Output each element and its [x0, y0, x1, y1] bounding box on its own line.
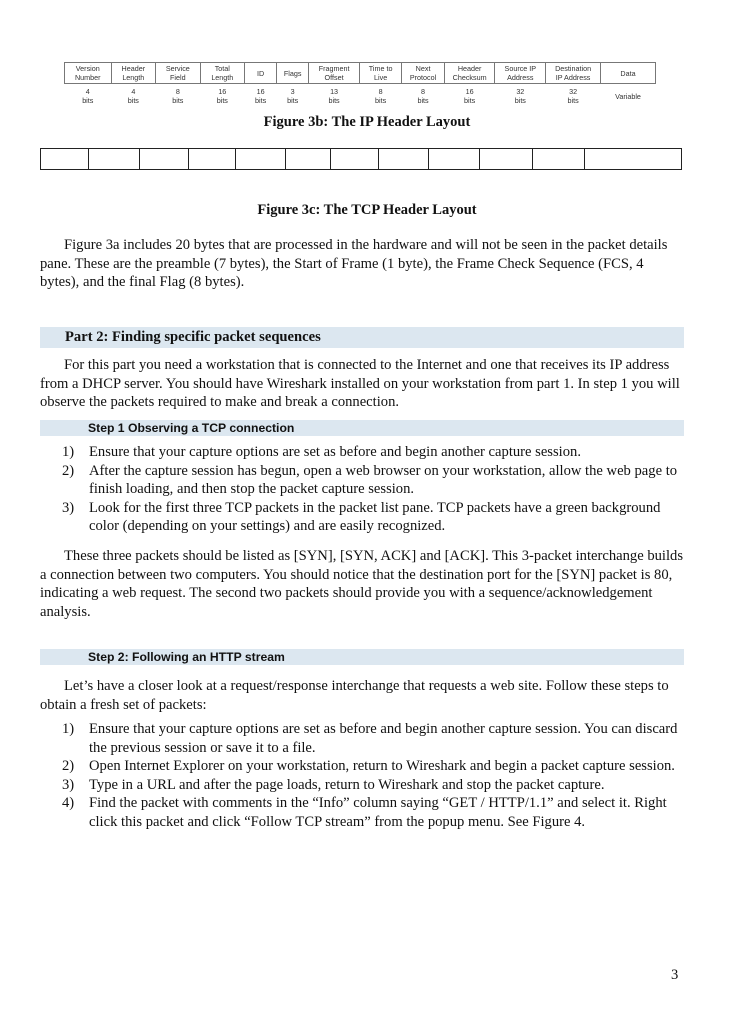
- tcp-cell: [140, 149, 189, 169]
- ip-bits-destination-ip: 32 bits: [567, 87, 579, 105]
- ip-bits-service: 8 bits: [172, 87, 184, 105]
- step-1-heading-bar: [40, 420, 684, 436]
- list-item: [62, 443, 684, 462]
- paragraph-part-2-intro: For this part you need a workstation that is connected to the Internet and one that receives its IP address from a DHCP server. You should have Wireshark installed on your workstation from part 1. In step 1 you will observe the packets required to make and break a connection.: [40, 357, 680, 411]
- ip-bits-total-length: 16 bits: [216, 87, 228, 105]
- list-item-text: Look for the first three TCP packets in the packet list pane. TCP packets have a green background color (depending on your settings) and are easily recognized.: [89, 499, 661, 535]
- list-item-text: Type in a URL and after the page loads, return to Wireshark and stop the packet capture.: [89, 776, 605, 793]
- ip-bits-flags: 3 bits: [287, 87, 299, 105]
- paragraph-step-2-intro: Let’s have a closer look at a request/response interchange that requests a web site. Follow these steps to obtain a fresh set of packets:: [40, 678, 669, 713]
- part-2-heading: Part 2: Finding specific packet sequences: [65, 329, 321, 345]
- list-item-number: 4): [62, 795, 75, 812]
- ip-field-version: Version Number: [65, 63, 112, 84]
- list-item-number: 1): [62, 444, 75, 460]
- list-item-number: 3): [62, 499, 75, 516]
- ip-bits-next-protocol: 8 bits: [417, 87, 429, 105]
- tcp-cell: [89, 149, 140, 169]
- ip-field-destination-ip: Destination IP Address: [546, 63, 601, 84]
- ip-bits-ttl: 8 bits: [375, 87, 387, 105]
- ip-bits-id: 16 bits: [255, 87, 267, 105]
- tcp-cell: [331, 149, 379, 169]
- step-1-list: [62, 443, 684, 536]
- list-item: [62, 757, 684, 776]
- step-2-heading: Step 2: Following an HTTP stream: [88, 650, 285, 664]
- ip-bits-version: 4 bits: [82, 87, 94, 105]
- tcp-cell: [189, 149, 236, 169]
- list-item-text: After the capture session has begun, open a web browser on your workstation, allow the web page to finish loading, and then stop the packet capture session.: [89, 462, 678, 498]
- ip-field-service: Service Field: [156, 63, 201, 84]
- step-2-list: [62, 720, 684, 832]
- list-item-text: Open Internet Explorer on your workstation, return to Wireshark and begin a packet capture session.: [89, 758, 675, 775]
- ip-field-total-length: Total Length: [200, 63, 245, 84]
- page-number: 3: [671, 967, 679, 983]
- list-item-text: Ensure that your capture options are set as before and begin another capture session. You can discard the previous session or save it to a file.: [89, 721, 678, 756]
- list-item-text: Find the packet with comments in the “Info” column saying “GET / HTTP/1.1” and select it. Right click this packet and click “Follow TCP stream” from the popup menu. See Figure 4.: [89, 795, 667, 830]
- ip-header-bits-row: [65, 84, 656, 109]
- list-item: [62, 720, 684, 757]
- paragraph-figure-3a-note: Figure 3a includes 20 bytes that are processed in the hardware and will not be seen in the packet details pane. These are the preamble (7 bytes), the Start of Frame (1 byte), the Frame Check Sequence (FCS, 4 bytes), and the final Flag (8 bytes).: [40, 237, 668, 291]
- ip-field-header-length: Header Length: [111, 63, 156, 84]
- part-2-heading-bar: [40, 327, 684, 348]
- tcp-cell: [41, 149, 89, 169]
- list-item-number: 1): [62, 721, 75, 737]
- tcp-cell: [533, 149, 585, 169]
- list-item-number: 2): [62, 758, 75, 775]
- tcp-cell: [480, 149, 533, 169]
- ip-field-next-protocol: Next Protocol: [402, 63, 444, 84]
- ip-bits-data: Variable: [615, 91, 641, 101]
- figure-3c-caption: Figure 3c: The TCP Header Layout: [257, 202, 477, 218]
- tcp-cell: [236, 149, 286, 169]
- list-item: [62, 499, 684, 536]
- ip-bits-header-checksum: 16 bits: [464, 87, 476, 105]
- ip-bits-header-length: 4 bits: [127, 87, 139, 105]
- ip-field-fragment-offset: Fragment Offset: [309, 63, 360, 84]
- tcp-header-diagram: [40, 148, 682, 170]
- ip-bits-source-ip: 32 bits: [514, 87, 526, 105]
- list-item: [62, 462, 684, 499]
- ip-field-ttl: Time to Live: [359, 63, 401, 84]
- ip-field-flags: Flags: [277, 63, 309, 84]
- ip-header-table: [64, 62, 656, 108]
- ip-header-fields-row: [65, 63, 656, 84]
- paragraph-step-1-after: These three packets should be listed as [SYN], [SYN, ACK] and [ACK]. This 3-packet interchange builds a connection between two computers. You should notice that the destination port for the [SYN] packet is 80, indicating a web request. The second two packets should provide you with a sequence/acknowledgement analysis.: [40, 548, 684, 620]
- tcp-cell: [585, 149, 681, 169]
- tcp-cell: [429, 149, 480, 169]
- step-2-heading-bar: [40, 649, 684, 665]
- step-1-heading: Step 1 Observing a TCP connection: [88, 421, 295, 435]
- tcp-cell: [379, 149, 429, 169]
- list-item: [62, 776, 684, 795]
- ip-field-header-checksum: Header Checksum: [444, 63, 495, 84]
- ip-bits-fragment-offset: 13 bits: [328, 87, 340, 105]
- list-item-text: Ensure that your capture options are set as before and begin another capture session.: [89, 444, 581, 460]
- list-item: [62, 794, 684, 831]
- tcp-cell: [286, 149, 331, 169]
- ip-field-source-ip: Source IP Address: [495, 63, 546, 84]
- ip-field-id: ID: [245, 63, 277, 84]
- list-item-number: 3): [62, 776, 75, 793]
- ip-field-data: Data: [601, 63, 656, 84]
- figure-3b-caption: Figure 3b: The IP Header Layout: [263, 114, 471, 130]
- list-item-number: 2): [62, 462, 75, 479]
